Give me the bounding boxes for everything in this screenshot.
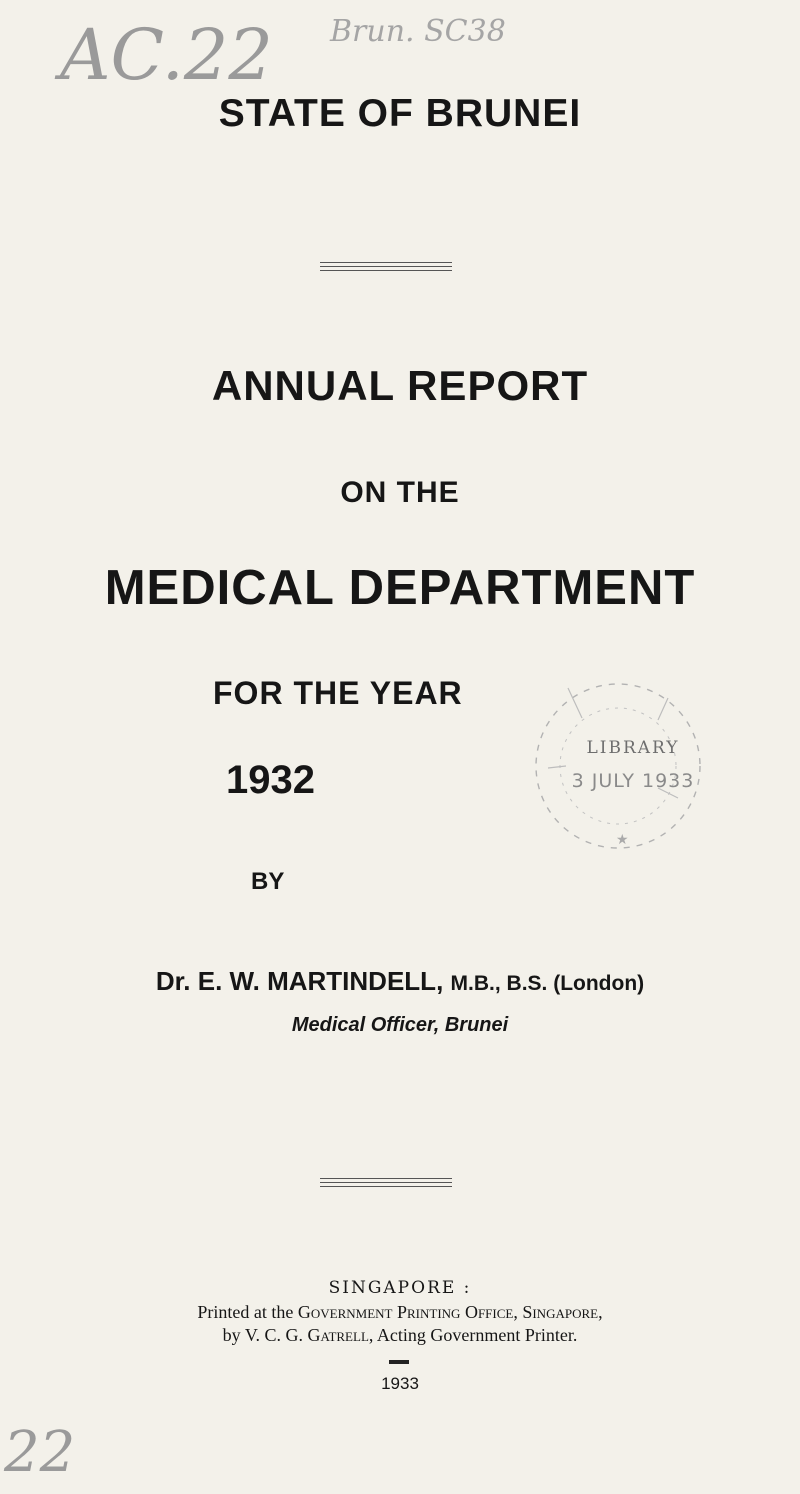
stamp-library-label: LIBRARY xyxy=(586,738,680,758)
state-heading: STATE OF BRUNEI xyxy=(218,92,582,135)
imprint-dash xyxy=(389,1360,409,1364)
imprint-line2-suffix: , Acting Government Printer. xyxy=(368,1325,578,1345)
author-name: Dr. E. W. MARTINDELL, xyxy=(155,966,444,996)
imprint-printer-name-line xyxy=(0,1325,800,1346)
for-the-year-label: FOR THE YEAR xyxy=(213,675,463,711)
stamp-date: 3 JULY 1933 xyxy=(571,770,695,792)
divider-top xyxy=(320,270,452,271)
report-connector: ON THE xyxy=(340,476,460,509)
divider-top xyxy=(320,262,452,263)
imprint-year: 1933 xyxy=(381,1374,419,1393)
divider-top xyxy=(320,266,452,267)
by-label: BY xyxy=(251,868,285,895)
imprint-printer-line xyxy=(0,1302,800,1323)
department-title: MEDICAL DEPARTMENT xyxy=(104,561,696,615)
imprint-place: SINGAPORE : xyxy=(328,1278,472,1298)
handwritten-note: Brun. SC38 xyxy=(330,14,506,49)
handwritten-shelfmark: AC.22 xyxy=(60,14,273,96)
imprint-office: Government Printing Office, Singapore, xyxy=(297,1302,603,1322)
imprint-line1-prefix: Printed at the xyxy=(197,1302,298,1322)
imprint-printer-surname: Gatrell xyxy=(307,1325,369,1345)
svg-text:★: ★ xyxy=(616,832,629,848)
divider-bottom xyxy=(320,1186,452,1187)
report-year: 1932 xyxy=(226,758,315,802)
author-line xyxy=(0,966,800,997)
handwritten-corner-mark: 22 xyxy=(4,1420,76,1485)
imprint-line2-prefix: by V. C. G. xyxy=(222,1325,308,1345)
divider-bottom xyxy=(320,1178,452,1179)
author-qualifications: M.B., B.S. (London) xyxy=(450,972,645,995)
author-title: Medical Officer, Brunei xyxy=(291,1014,509,1036)
report-title: ANNUAL REPORT xyxy=(211,362,589,409)
divider-bottom xyxy=(320,1182,452,1183)
